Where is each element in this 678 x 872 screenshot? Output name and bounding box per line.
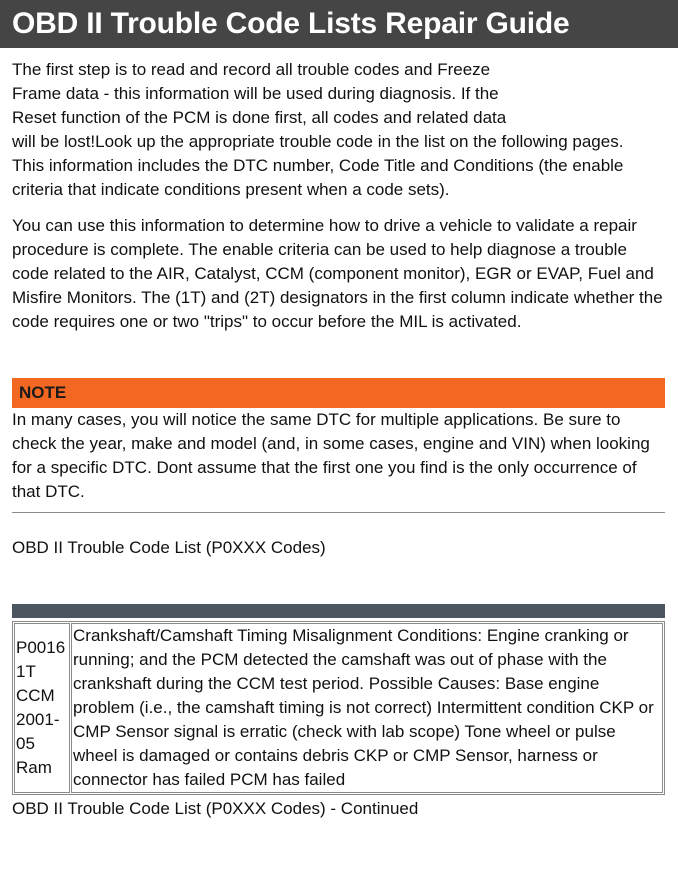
page-title: OBD II Trouble Code Lists Repair Guide	[12, 7, 570, 40]
description-cell: Crankshaft/Camshaft Timing Misalignment Conditions: Engine cranking or running; and the PCM detected the camshaft was out of phase with the crankshaft during the CCM test period. Possible Causes: Base engine problem (i.e., the camshaft timing is not correct) Intermittent condition CKP or CMP Sensor signal is erratic (check with lab scope) Tone wheel or pulse wheel is damaged or contains debris CKP or CMP Sensor, harness or connector has failed PCM has failed	[71, 623, 663, 793]
intro-line: will be lost!Look up the appropriate trouble code in the list on the following pages.	[12, 132, 624, 151]
continued-heading: OBD II Trouble Code List (P0XXX Codes) - Continued	[12, 799, 419, 818]
code-cell	[14, 623, 70, 793]
code-line: 05	[16, 734, 35, 753]
trouble-code-table	[12, 621, 665, 795]
intro-line: Reset function of the PCM is done first, all codes and related data	[12, 108, 507, 127]
table-row	[14, 623, 663, 793]
intro-line: The first step is to read and record all trouble codes and Freeze	[12, 60, 491, 79]
table-header-bar	[12, 604, 665, 618]
intro-line: Frame data - this information will be used during diagnosis. If the	[12, 84, 499, 103]
usage-paragraph: You can use this information to determine how to drive a vehicle to validate a repair procedure is complete. The enable criteria can be used to help diagnose a trouble code related to the AIR, Catalyst, CCM (component monitor), EGR or EVAP, Fuel and Misfire Monitors. The (1T) and (2T) designators in the first column indicate whether the code requires one or two "trips" to occur before the MIL is activated.	[12, 216, 663, 331]
note-text: In many cases, you will notice the same DTC for multiple applications. Be sure to check the year, make and model (and, in some cases, engine and VIN) when looking for a specific DTC. Dont assume that the first one you find is the only occurrence of that DTC.	[12, 410, 650, 501]
intro-paragraph	[12, 58, 665, 202]
code-line: 1T	[16, 662, 36, 681]
note-header	[12, 378, 665, 408]
intro-line: This information includes the DTC number, Code Title and Conditions (the enable	[12, 156, 624, 175]
code-list-heading: OBD II Trouble Code List (P0XXX Codes)	[12, 538, 326, 557]
main-content	[0, 58, 678, 821]
intro-line: criteria that indicate conditions present when a code sets).	[12, 180, 450, 199]
code-line: P0016	[16, 638, 66, 657]
divider	[12, 512, 665, 513]
code-line: CCM	[16, 686, 55, 705]
title-bar	[0, 0, 678, 48]
code-line: 2001-	[16, 710, 60, 729]
code-line: Ram	[16, 758, 52, 777]
note-label: NOTE	[19, 383, 67, 402]
